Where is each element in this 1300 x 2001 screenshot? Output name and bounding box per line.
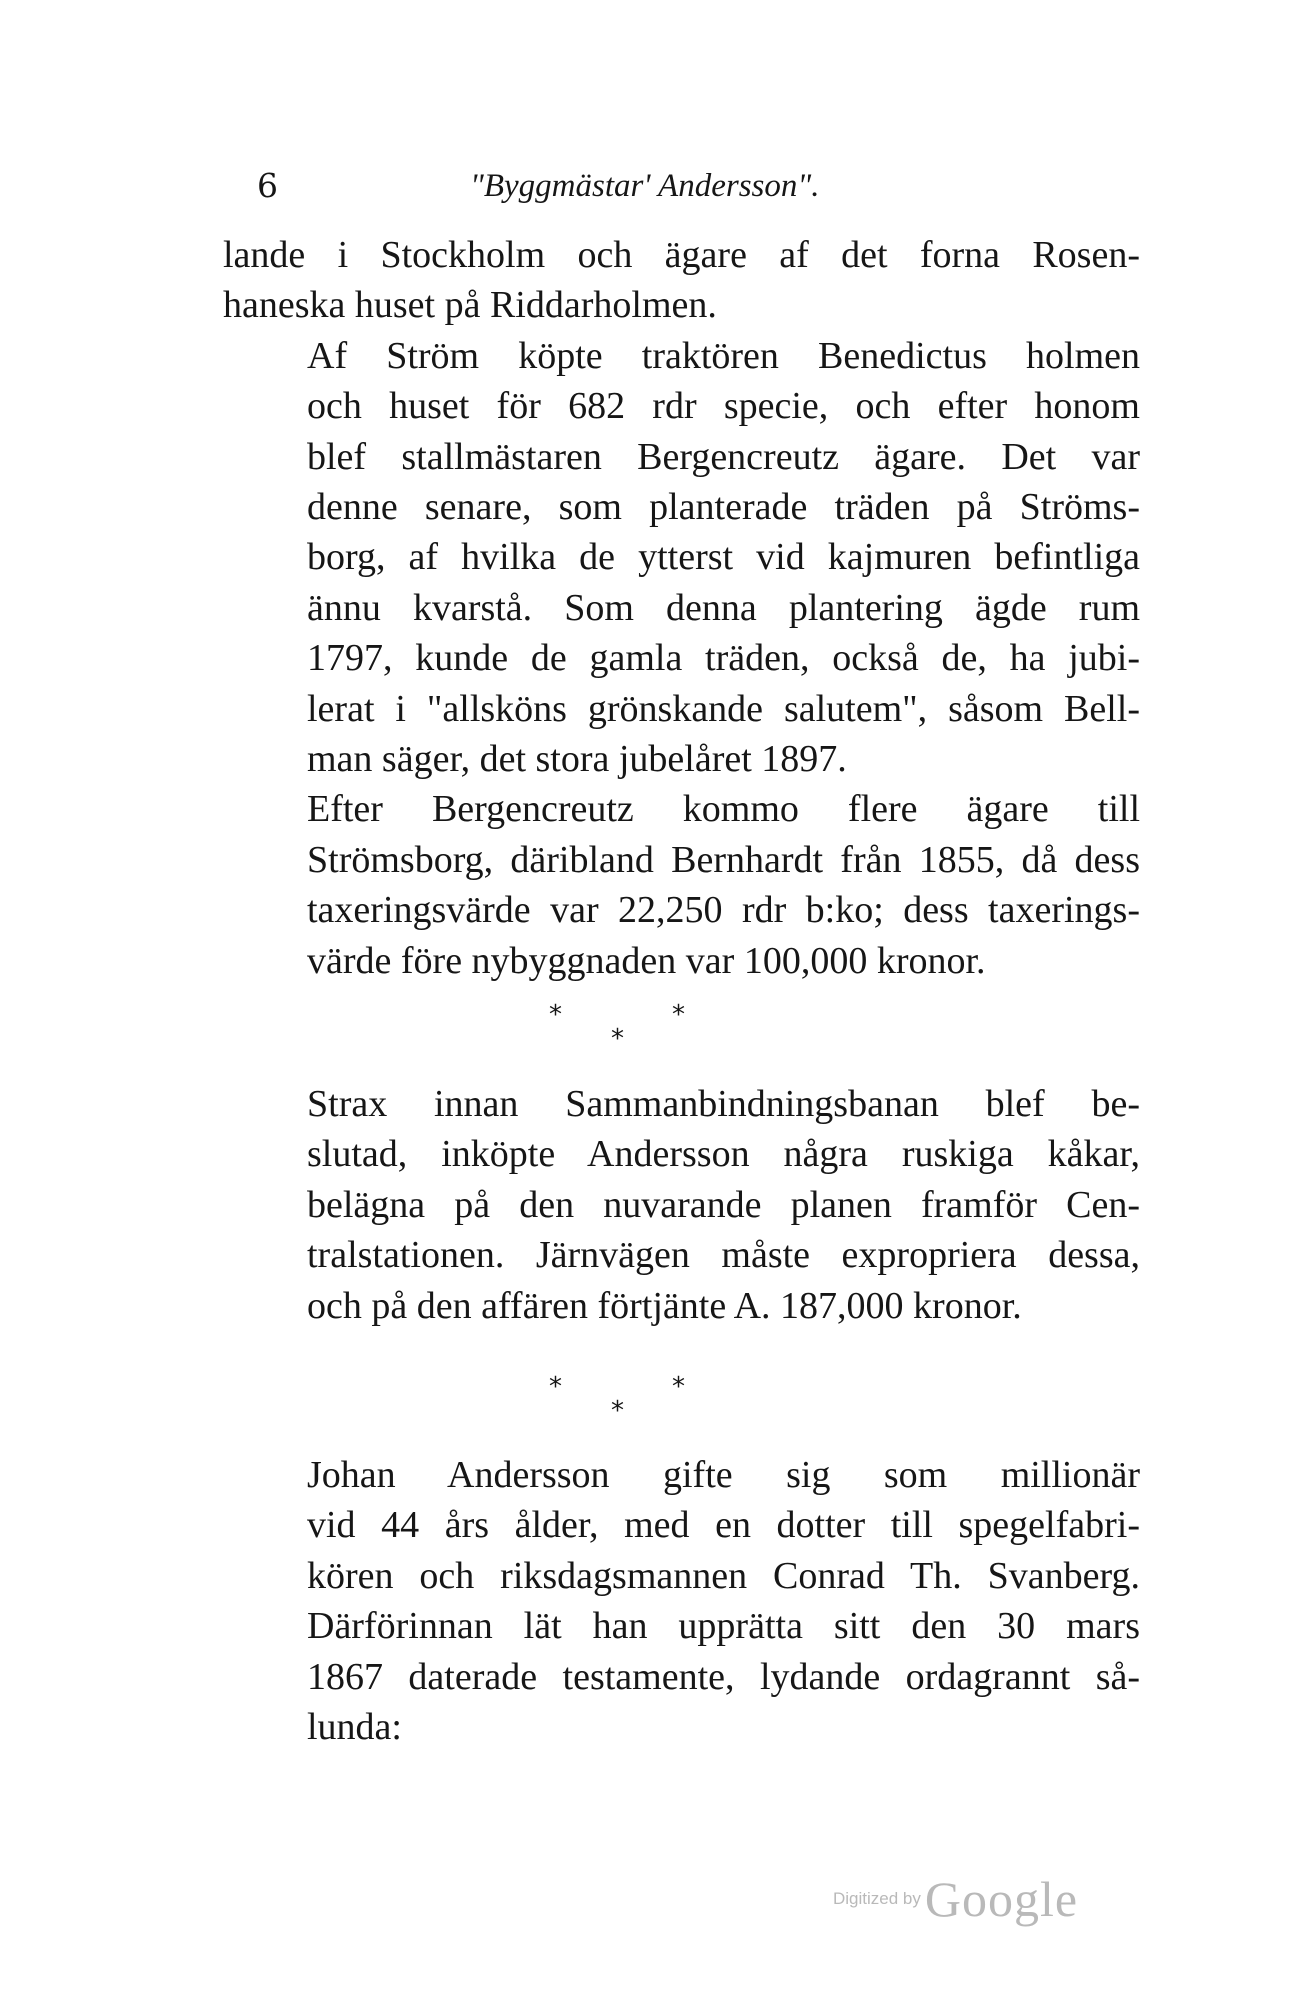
text-line: slutad, inköpte Andersson några ruskiga kåkar, — [307, 1133, 1140, 1176]
section-separator — [520, 1372, 820, 1442]
text-line: och huset för 682 rdr specie, och efter honom — [307, 385, 1140, 428]
text-line: borg, af hvilka de ytterst vid kajmuren befintliga — [307, 536, 1140, 579]
running-title: "Byggmästar' Andersson". — [470, 168, 820, 204]
section-separator — [520, 1000, 820, 1070]
text-line: Därförinnan lät han upprätta sitt den 30 mars — [307, 1605, 1140, 1648]
text-line: Johan Andersson gifte sig som millionär — [307, 1454, 1140, 1496]
text-line: man säger, det stora jubelåret 1897. — [307, 738, 847, 781]
text-line: värde före nybyggnaden var 100,000 kronor. — [307, 939, 986, 982]
text-line: tralstationen. Järnvägen måste expropriera dessa, — [307, 1234, 1140, 1277]
text-section-2 — [223, 1079, 1140, 1331]
asterisk: * — [611, 1024, 624, 1054]
asterisk: * — [611, 1396, 624, 1426]
paragraph-2 — [223, 331, 1140, 785]
text-line: kören och riksdagsmannen Conrad Th. Svanberg. — [307, 1554, 1140, 1597]
asterisk: * — [672, 1000, 685, 1030]
text-line: Strax innan Sammanbindningsbanan blef be- — [307, 1083, 1140, 1125]
text-line: Strömsborg, däribland Bernhardt från 1855, då dess — [307, 838, 1140, 881]
digitized-by-watermark — [833, 1870, 1078, 1928]
text-line: taxeringsvärde var 22,250 rdr b:ko; dess taxerings- — [307, 889, 1140, 932]
text-line: vid 44 års ålder, med en dotter till spegelfabri- — [307, 1504, 1140, 1547]
paragraph-3 — [223, 784, 1140, 986]
text-line: och på den affären förtjänte A. 187,000 kronor. — [307, 1284, 1022, 1327]
page-number: 6 — [257, 166, 278, 205]
text-line: lande i Stockholm och ägare af det forna Rosen- — [223, 234, 1140, 276]
asterisk: * — [672, 1372, 685, 1402]
text-section-1 — [223, 230, 1140, 986]
text-line: lerat i "allsköns grönskande salutem", såsom Bell- — [307, 687, 1140, 730]
text-line: Efter Bergencreutz kommo flere ägare till — [307, 788, 1140, 831]
paragraph-4 — [223, 1079, 1140, 1331]
text-line: blef stallmästaren Bergencreutz ägare. Det var — [307, 435, 1140, 478]
text-line: haneska huset på Riddarholmen. — [223, 284, 717, 327]
google-logo: Google — [924, 1871, 1079, 1927]
text-line: belägna på den nuvarande planen framför Cen- — [307, 1183, 1140, 1226]
text-line: lunda: — [307, 1706, 402, 1749]
asterisk: * — [549, 1000, 562, 1030]
paragraph-5 — [223, 1450, 1140, 1752]
text-line: denne senare, som planterade träden på Ströms- — [307, 486, 1140, 529]
text-line: ännu kvarstå. Som denna plantering ägde rum — [307, 586, 1140, 629]
paragraph-1 — [223, 230, 1140, 331]
watermark-prefix: Digitized by — [833, 1889, 921, 1908]
text-line: Af Ström köpte traktören Benedictus holmen — [307, 334, 1140, 377]
text-section-3 — [223, 1450, 1140, 1752]
asterisk: * — [549, 1372, 562, 1402]
text-line: 1797, kunde de gamla träden, också de, ha jubi- — [307, 637, 1140, 680]
text-line: 1867 daterade testamente, lydande ordagrannt så- — [307, 1655, 1140, 1698]
